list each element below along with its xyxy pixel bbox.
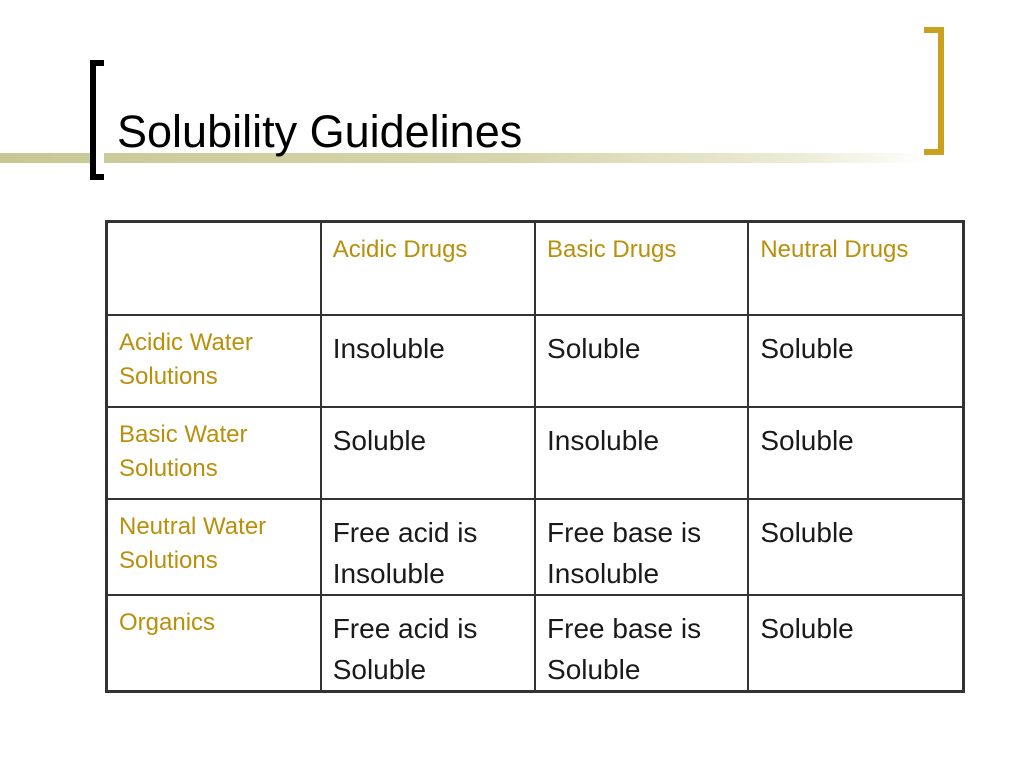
table-cell xyxy=(748,315,963,407)
table-row xyxy=(107,407,964,499)
row-header-cell xyxy=(107,407,321,499)
cell-value: Insoluble xyxy=(332,332,445,364)
column-header-cell xyxy=(535,222,748,315)
table-cell xyxy=(748,407,963,499)
table-cell xyxy=(748,595,963,692)
cell-value: Soluble xyxy=(760,516,854,548)
table-row xyxy=(107,595,964,692)
row-header: Basic Water Solutions xyxy=(119,420,248,482)
table-cell xyxy=(535,407,748,499)
table-cell xyxy=(321,407,535,499)
right-bracket-decoration xyxy=(924,27,944,155)
table-cell xyxy=(535,315,748,407)
column-header: Basic Drugs xyxy=(547,236,677,263)
solubility-table xyxy=(105,220,965,693)
table-cell xyxy=(321,315,535,407)
cell-value: Free base is Insoluble xyxy=(547,516,702,589)
table-cell xyxy=(535,499,748,595)
row-header-cell xyxy=(107,595,321,692)
cell-value: Soluble xyxy=(547,332,641,364)
table-row xyxy=(107,499,964,595)
table-cell xyxy=(321,499,535,595)
slide-title: Solubility Guidelines xyxy=(117,106,523,157)
cell-value: Soluble xyxy=(760,332,854,364)
table-cell xyxy=(321,595,535,692)
table-corner-cell xyxy=(107,222,321,315)
row-header-cell xyxy=(107,499,321,595)
left-bracket-decoration xyxy=(90,60,104,180)
row-header: Neutral Water Solutions xyxy=(119,512,267,574)
cell-value: Soluble xyxy=(760,612,854,644)
cell-value: Soluble xyxy=(332,424,427,456)
table-cell xyxy=(748,499,963,595)
row-header: Organics xyxy=(119,608,216,636)
column-header-cell xyxy=(321,222,535,315)
table-cell xyxy=(535,595,748,692)
column-header-cell xyxy=(748,222,963,315)
row-header: Acidic Water Solutions xyxy=(119,328,253,390)
column-header: Neutral Drugs xyxy=(760,236,909,263)
row-header-cell xyxy=(107,315,321,407)
column-header: Acidic Drugs xyxy=(332,236,468,263)
cell-value: Soluble xyxy=(760,424,854,456)
cell-value: Insoluble xyxy=(547,424,660,456)
table-header-row xyxy=(107,222,964,315)
cell-value: Free base is Soluble xyxy=(547,612,702,685)
cell-value: Free acid is Insoluble xyxy=(332,516,478,589)
cell-value: Free acid is Soluble xyxy=(332,612,478,685)
table-row xyxy=(107,315,964,407)
